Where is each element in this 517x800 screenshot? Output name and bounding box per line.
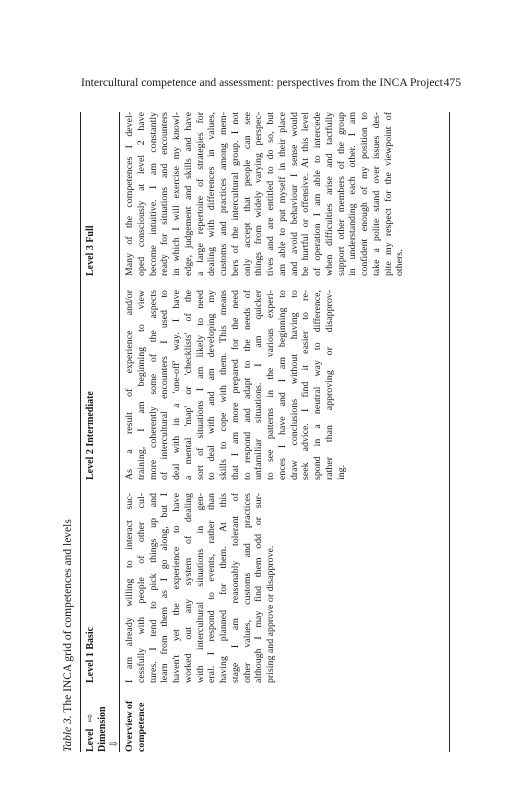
description-line: with intercultural situations in gen- [194,493,206,683]
description-line: support other members of the group [335,112,347,276]
description-line: in understanding each other. I am [347,112,359,276]
description-line: haven't yet the experience to have [171,493,182,683]
description-line: be hurtful or offensive. At this level [300,112,312,276]
rotated-table-block [62,112,452,752]
description-line: of operation I am able to intercede [312,112,323,276]
description-line: in which I will exercise my knowl- [171,112,182,276]
header-corner [85,697,121,752]
description-line: spond in a neutral way to difference, [312,290,323,480]
table-caption [62,519,74,752]
description-line: ences I have and I am beginning to [276,290,288,480]
header-rule [119,112,120,752]
description-line: take a polite stand over issues des- [370,112,382,276]
description-line: sort of situations I am likely to need [194,290,206,480]
header-level-3: Level 3 Full [85,225,96,276]
description-line: a large repertoire of strategies for [194,112,206,276]
description-line: others. [394,249,406,276]
description-line: seek advice. I find it easier to re- [300,290,312,480]
running-head-title: Intercultural competence and assessment: perspectives from the INCA Project [81,76,443,89]
description-line: only accept that people can see [241,112,253,276]
header-corner-level: Level [85,728,96,752]
description-line: rather than approving or disapprov- [323,290,335,480]
description-line: As a result of experience and/or [124,290,135,480]
description-line: prising and approve or disapprove. [265,545,276,683]
description-line: although I may find them odd or sur- [253,493,265,683]
description-line: edge, judgement and skills and have [182,112,194,276]
description-line: things from widely varying perspec- [253,112,265,276]
description-line: I am already willing to interact suc- [124,493,135,683]
header-level-2: Level 2 Intermediate [85,391,96,480]
description-line: other values, customs and practices [241,493,253,683]
description-line: draw conclusions without having to [288,290,300,480]
description-line: tures. I tend to pick things up and [147,493,159,683]
level-3-description [124,112,406,276]
description-line: tives and are entitled to do so, but [265,112,276,276]
description-line: Many of the competences I devel- [124,112,135,276]
description-line: training, I am beginning to view [135,290,147,480]
table-top-rule [80,112,81,752]
description-line: to deal with and am developing my [206,290,218,480]
description-line: worked out any system of dealing [182,493,194,683]
description-line: customs and practices among mem- [218,112,229,276]
description-line: oped consciously at level 2 have [135,112,147,276]
description-line: ready for situations and encounters [159,112,171,276]
description-line: bers of the intercultural group. I not [229,112,241,276]
description-line: more coherently some of the aspects [147,290,159,480]
description-line: to see patterns in the various experi- [265,290,276,480]
header-corner-dimension: Dimension [97,706,108,752]
table-caption-text: The INCA grid of competences and levels [62,519,74,713]
level-1-description [124,493,277,683]
description-line: cessfully with people of other cul- [135,493,147,683]
level-2-description [124,290,347,480]
description-line: am able to put myself in their place [276,112,288,276]
row-label-line: competence [135,702,147,752]
running-head [81,76,461,89]
right-arrow-icon: ⇨ [85,713,96,723]
description-line: skills to cope with them. This means [218,290,229,480]
row-label-line: Overview of [124,700,135,752]
down-arrow-icon: ⇩ [109,739,120,748]
header-level-1: Level 1 Basic [85,626,96,683]
page-number: 475 [443,76,461,89]
description-line: to respond and adapt to the needs of [241,290,253,480]
description-line: a mental 'map' or 'checklists' of the [182,290,194,480]
description-line: pite my respect for the viewpoint of [382,112,394,276]
description-line: become intuitive. I am constantly [147,112,159,276]
description-line: of intercultural encounters I used to [159,290,171,480]
table-caption-label: Table 3. [62,715,74,752]
description-line: deal with in a 'one-off' way. I have [171,290,182,480]
description-line: and avoid behaviour I sense would [288,112,300,276]
description-line: stage I am reasonably tolerant of [229,493,241,683]
description-line: learn from them as I go along, but I [159,493,171,683]
row-label [124,697,148,752]
description-line: unfamiliar situations. I am quicker [253,290,265,480]
description-line: when difficulties arise and tactfully [323,112,335,276]
description-line: confident enough of my position to [359,112,370,276]
table-bottom-rule [449,112,450,752]
description-line: that I am more prepared for the need [229,290,241,480]
description-line: having planned for them. At this [218,493,229,683]
description-line: eral. I respond to events, rather than [206,493,218,683]
description-line: dealing with differences in values, [206,112,218,276]
description-line: ing. [335,464,347,480]
